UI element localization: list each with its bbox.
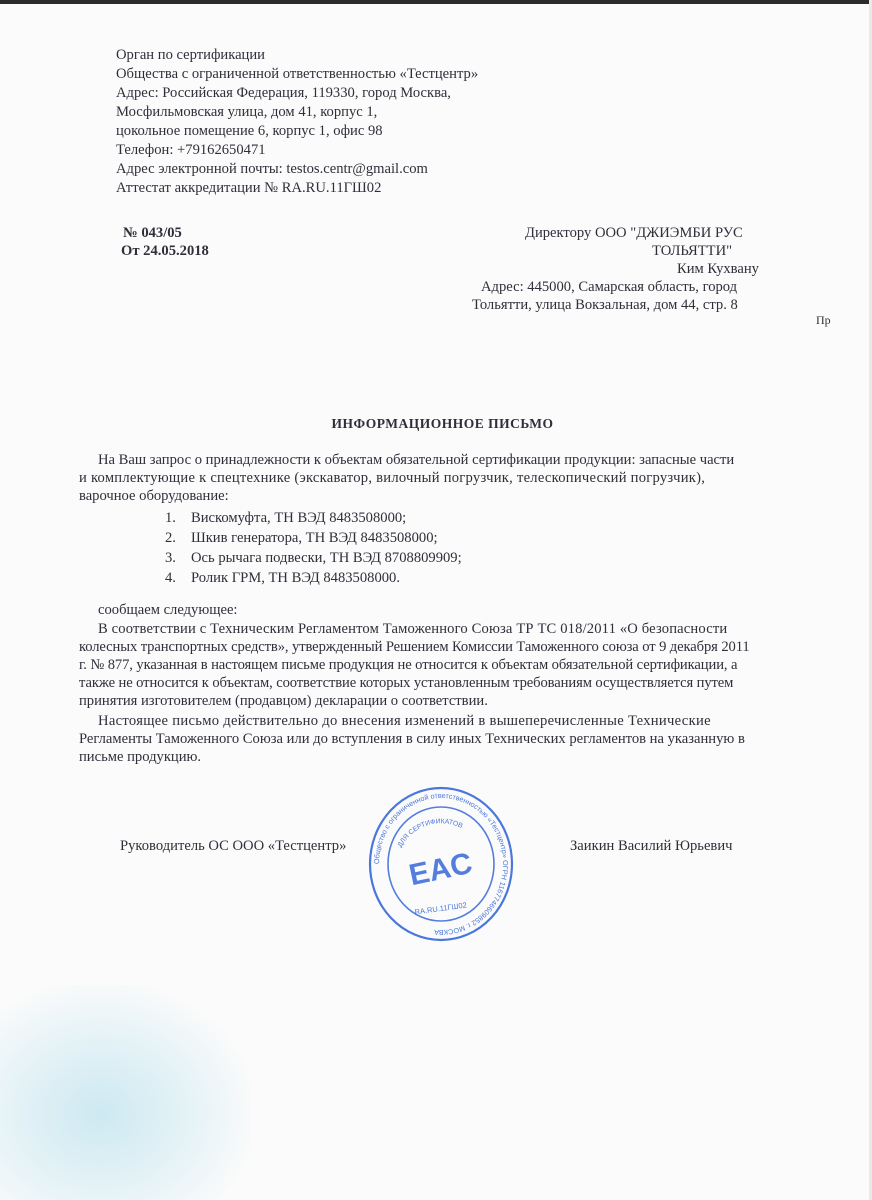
stamp-outer-text: Общество с ограниченной ответственностью «Тестцентр» ОГРН 1167746609852 г. МОСКВА: [371, 790, 511, 938]
scan-stain: [0, 985, 250, 1200]
item-number: 1.: [165, 510, 176, 526]
issuer-line: цокольное помещение 6, корпус 1, офис 98: [116, 123, 383, 139]
list-item: [165, 508, 462, 528]
issuer-line: Адрес: Российская Федерация, 119330, город Москва,: [116, 85, 451, 101]
item-text: Вискомуфта, ТН ВЭД 8483508000;: [191, 510, 407, 526]
signatory-position: Руководитель ОС ООО «Тестцентр»: [120, 838, 347, 854]
recipient-line: Тольятти, улица Вокзальная, дом 44, стр. 8: [472, 297, 738, 313]
validity-line: Регламенты Таможенного Союза или до вступления в силу иных Технических регламентов на указанную в: [79, 731, 745, 747]
intro-line: и комплектующие к спецтехнике (экскаватор, вилочный погрузчик, телескопический погрузчик),: [79, 470, 706, 486]
recipient-line: Директору ООО "ДЖИЭМБИ РУС: [525, 225, 743, 241]
body-line: колесных транспортных средств», утвержденный Решением Комиссии Таможенного союза от 9 декабря 2011: [79, 639, 750, 655]
list-item: [165, 528, 462, 548]
intro-line: варочное оборудование:: [79, 488, 229, 504]
recipient-line: ТОЛЬЯТТИ": [652, 243, 733, 259]
item-number: 3.: [165, 550, 176, 566]
item-text: Ролик ГРМ, ТН ВЭД 8483508000.: [191, 570, 400, 586]
margin-fragment: Пр: [816, 313, 831, 327]
body-line: В соответствии с Техническим Регламентом Таможенного Союза ТР ТС 018/2011 «О безопасности: [98, 621, 728, 637]
letter-number: № 043/05: [123, 225, 182, 241]
item-number: 2.: [165, 530, 176, 546]
item-number: 4.: [165, 570, 176, 586]
body-line: г. № 877, указанная в настоящем письме продукция не относится к объектам обязательной сертификации, а: [79, 657, 738, 673]
letter-title: ИНФОРМАЦИОННОЕ ПИСЬМО: [331, 416, 554, 431]
validity-line: Настоящее письмо действительно до внесения изменений в вышеперечисленные Технические: [98, 713, 711, 729]
item-text: Ось рычага подвески, ТН ВЭД 8708809909;: [191, 550, 462, 566]
stamp-eac-mark: EAC: [406, 846, 476, 893]
stamp-accreditation-number: RA.RU.11ГШ02: [414, 900, 468, 917]
recipient-line: Ким Кухвану: [677, 261, 759, 277]
scan-top-edge: [0, 0, 872, 4]
body-line: также не относится к объектам, соответствие которых установленным требованиям осуществляется путем: [79, 675, 734, 691]
signatory-name: Заикин Василий Юрьевич: [570, 838, 733, 854]
issuer-line: Адрес электронной почты: testos.centr@gmail.com: [116, 161, 428, 177]
issuer-line: Общества с ограниченной ответственностью «Тестцентр»: [116, 66, 479, 82]
body-line: принятия изготовителем (продавцом) декларации о соответствии.: [79, 693, 488, 709]
list-item: [165, 548, 462, 568]
recipient-line: Адрес: 445000, Самарская область, город: [481, 279, 738, 295]
list-item: [165, 568, 462, 588]
certification-stamp: [368, 785, 514, 943]
issuer-line: Телефон: +79162650471: [116, 142, 266, 158]
validity-line: письме продукцию.: [79, 749, 202, 765]
issuer-line: Орган по сертификации: [116, 47, 265, 63]
stamp-inner-top-text: ДЛЯ СЕРТИФИКАТОВ: [396, 818, 464, 849]
product-list: [165, 508, 462, 588]
letter-date: От 24.05.2018: [121, 243, 209, 259]
item-text: Шкив генератора, ТН ВЭД 8483508000;: [191, 530, 438, 546]
issuer-line: Аттестат аккредитации № RA.RU.11ГШ02: [116, 180, 382, 196]
issuer-line: Мосфильмовская улица, дом 41, корпус 1,: [116, 104, 378, 120]
report-label: сообщаем следующее:: [98, 602, 238, 618]
intro-line: На Ваш запрос о принадлежности к объектам обязательной сертификации продукции: запасные части: [98, 452, 735, 468]
